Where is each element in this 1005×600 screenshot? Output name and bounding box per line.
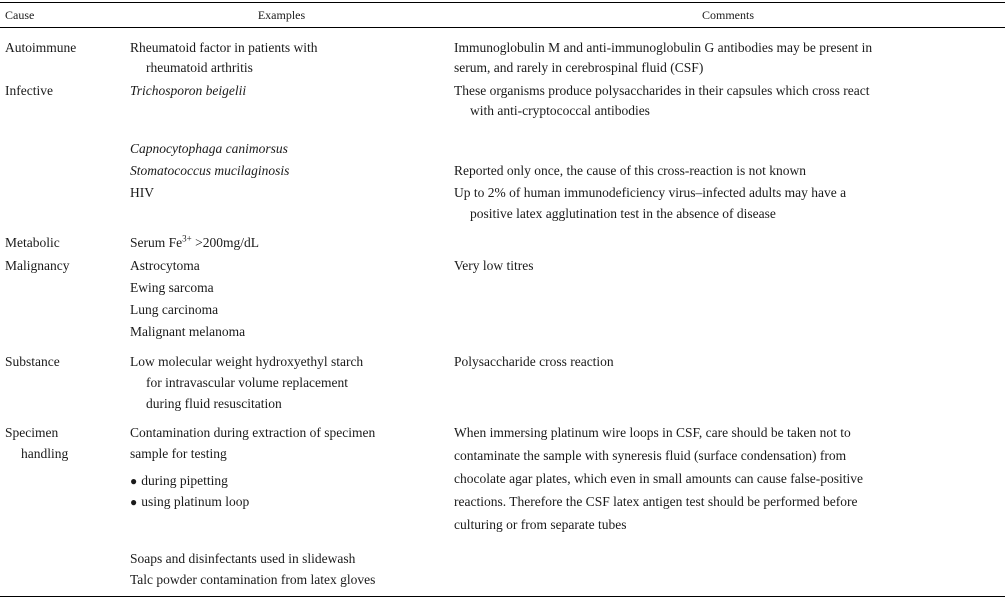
example-hydroxyethyl-starch-line3: during fluid resuscitation [146, 396, 282, 411]
comment-hiv-line2: positive latex agglutination test in the absence of disease [470, 206, 776, 221]
example-astrocytoma: Astrocytoma [130, 258, 200, 273]
cause-malignancy: Malignancy [5, 258, 70, 273]
cause-specimen-line1: Specimen [5, 425, 59, 440]
comment-autoimmune-line2: serum, and rarely in cerebrospinal fluid (CSF) [454, 60, 704, 75]
example-talc: Talc powder contamination from latex gloves [130, 572, 376, 587]
example-contamination-line2: sample for testing [130, 446, 227, 461]
example-ewing-sarcoma: Ewing sarcoma [130, 280, 214, 295]
comment-specimen-line4: reactions. Therefore the CSF latex antigen test should be performed before [454, 494, 858, 509]
example-lung-carcinoma: Lung carcinoma [130, 302, 219, 317]
example-capnocytophaga: Capnocytophaga canimorsus [130, 141, 288, 156]
example-serum-iron-suffix: >200mg/dL [191, 235, 259, 250]
comment-malignancy: Very low titres [454, 258, 534, 273]
comment-stomatococcus: Reported only once, the cause of this cross-reaction is not known [454, 163, 807, 178]
header-rule [0, 27, 1005, 28]
cause-autoimmune: Autoimmune [5, 40, 77, 55]
header-cause: Cause [5, 8, 35, 22]
comment-trichosporon-line2: with anti-cryptococcal antibodies [470, 103, 650, 118]
bullet-icon: ● [130, 495, 138, 509]
cause-infective: Infective [5, 83, 53, 98]
comment-specimen-line3: chocolate agar plates, which even in small amounts can cause false-positive [454, 471, 863, 486]
example-soaps: Soaps and disinfectants used in slidewash [130, 551, 356, 566]
example-bullet-platinum-loop-text: using platinum loop [141, 494, 250, 509]
table-bottom-rule [0, 596, 1005, 597]
example-autoimmune-line1: Rheumatoid factor in patients with [130, 40, 318, 55]
example-autoimmune-line2: rheumatoid arthritis [146, 60, 253, 75]
example-serum-iron-prefix: Serum Fe [130, 235, 183, 250]
example-bullet-platinum-loop [130, 492, 249, 513]
example-hiv: HIV [130, 185, 154, 200]
example-bullet-pipetting [130, 471, 228, 492]
example-malignant-melanoma: Malignant melanoma [130, 324, 246, 339]
header-examples: Examples [257, 8, 306, 22]
comment-specimen-line1: When immersing platinum wire loops in CSF, care should be taken not to [454, 425, 851, 440]
comment-substance: Polysaccharide cross reaction [454, 354, 614, 369]
example-hydroxyethyl-starch-line2: for intravascular volume replacement [146, 375, 349, 390]
comment-trichosporon-line1: These organisms produce polysaccharides in their capsules which cross react [454, 83, 870, 98]
iron-charge-superscript: 3+ [182, 233, 192, 244]
example-serum-iron [130, 233, 259, 254]
example-contamination-line1: Contamination during extraction of specimen [130, 425, 376, 440]
comment-specimen-line2: contaminate the sample with syneresis fluid (surface condensation) from [454, 448, 847, 463]
example-trichosporon: Trichosporon beigelii [130, 83, 247, 98]
cause-metabolic: Metabolic [5, 235, 60, 250]
cause-substance: Substance [5, 354, 60, 369]
bullet-icon: ● [130, 474, 138, 488]
header-comments: Comments [701, 8, 754, 22]
comment-specimen-line5: culturing or from separate tubes [454, 517, 627, 532]
comment-autoimmune-line1: Immunoglobulin M and anti-immunoglobulin G antibodies may be present in [454, 40, 873, 55]
comment-hiv-line1: Up to 2% of human immunodeficiency virus–infected adults may have a [454, 185, 847, 200]
example-stomatococcus: Stomatococcus mucilaginosis [130, 163, 290, 178]
example-hydroxyethyl-starch-line1: Low molecular weight hydroxyethyl starch [130, 354, 364, 369]
example-bullet-pipetting-text: during pipetting [141, 473, 228, 488]
cause-specimen-line2: handling [21, 446, 69, 461]
table-top-rule [0, 2, 1005, 3]
